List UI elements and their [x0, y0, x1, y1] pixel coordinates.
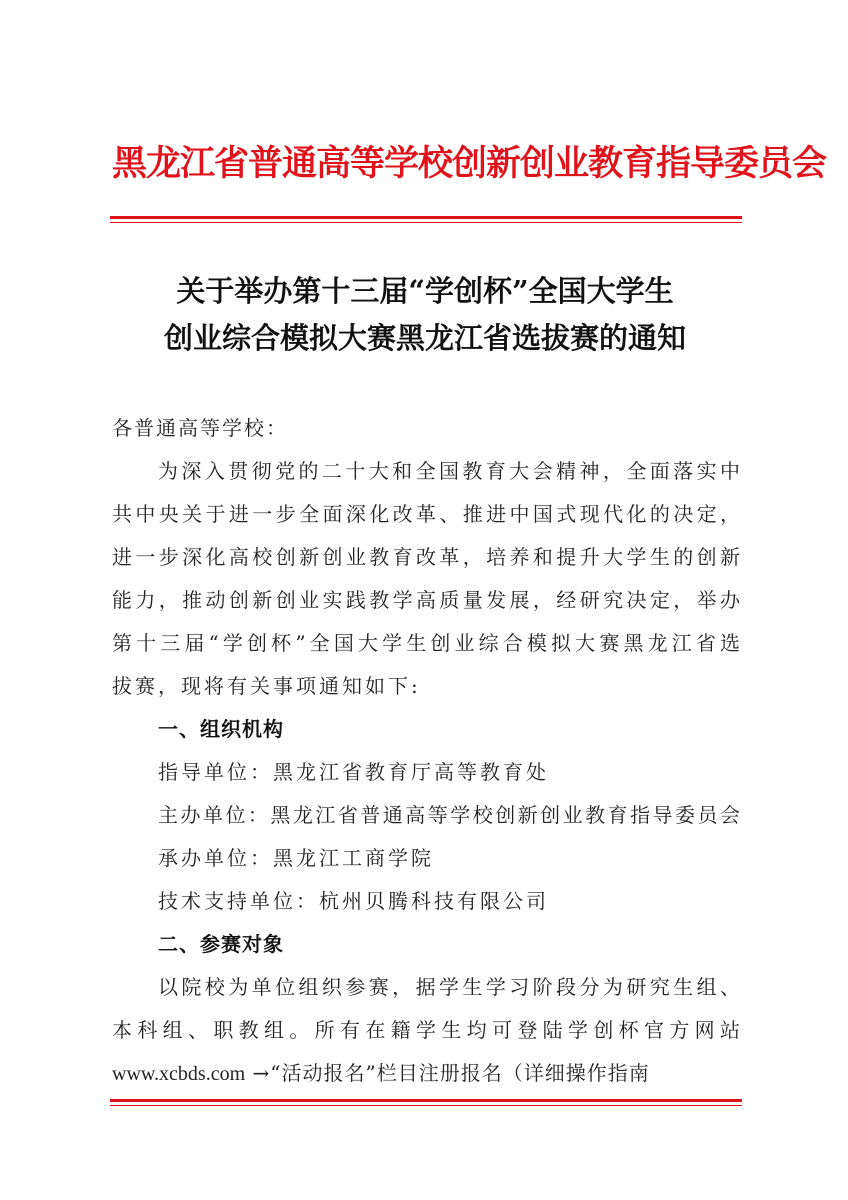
intro-line: 进一步深化高校创新创业教育改革，培养和提升大学生的创新 [112, 545, 740, 569]
section-1-item: 指导单位：黑龙江省教育厅高等教育处 [158, 760, 549, 784]
header-rule-thick [110, 216, 742, 219]
registration-instructions: →“活动报名”栏目注册报名（详细操作指南 [252, 1061, 650, 1085]
section-1-item: 主办单位：黑龙江省普通高等学校创新创业教育指导委员会 [158, 803, 740, 827]
intro-line: 共中央关于进一步全面深化改革、推进中国式现代化的决定， [112, 502, 740, 526]
section-2-line: 以院校为单位组织参赛，据学生学习阶段分为研究生组、 [158, 975, 740, 999]
intro-line: 为深入贯彻党的二十大和全国教育大会精神，全面落实中 [158, 459, 740, 483]
organization-header: 黑龙江省普通高等学校创新创业教育指导委员会 [112, 143, 827, 184]
intro-line: 拔赛，现将有关事项通知如下: [112, 674, 421, 698]
section-1-heading: 一、组织机构 [158, 717, 284, 741]
section-2-line: 本科组、职教组。所有在籍学生均可登陆学创杯官方网站 [112, 1018, 740, 1042]
section-1-item: 技术支持单位：杭州贝腾科技有限公司 [158, 889, 549, 913]
header-rule-thin [110, 222, 742, 223]
website-url: www.xcbds.com [112, 1063, 246, 1085]
section-2-heading: 二、参赛对象 [158, 932, 284, 956]
intro-line: 能力，推动创新创业实践教学高质量发展，经研究决定，举办 [112, 588, 740, 612]
intro-line: 第十三届“学创杯”全国大学生创业综合模拟大赛黑龙江省选 [112, 631, 740, 655]
salutation: 各普通高等学校： [112, 416, 288, 440]
footer-rule-thin [110, 1105, 742, 1106]
document-title-line-1: 关于举办第十三届“学创杯”全国大学生 [176, 274, 674, 308]
section-2-line-with-url [112, 1057, 740, 1086]
document-title-line-2: 创业综合模拟大赛黑龙江省选拔赛的通知 [163, 321, 686, 355]
footer-rule-thick [110, 1099, 742, 1102]
section-1-item: 承办单位：黑龙江工商学院 [158, 846, 434, 870]
